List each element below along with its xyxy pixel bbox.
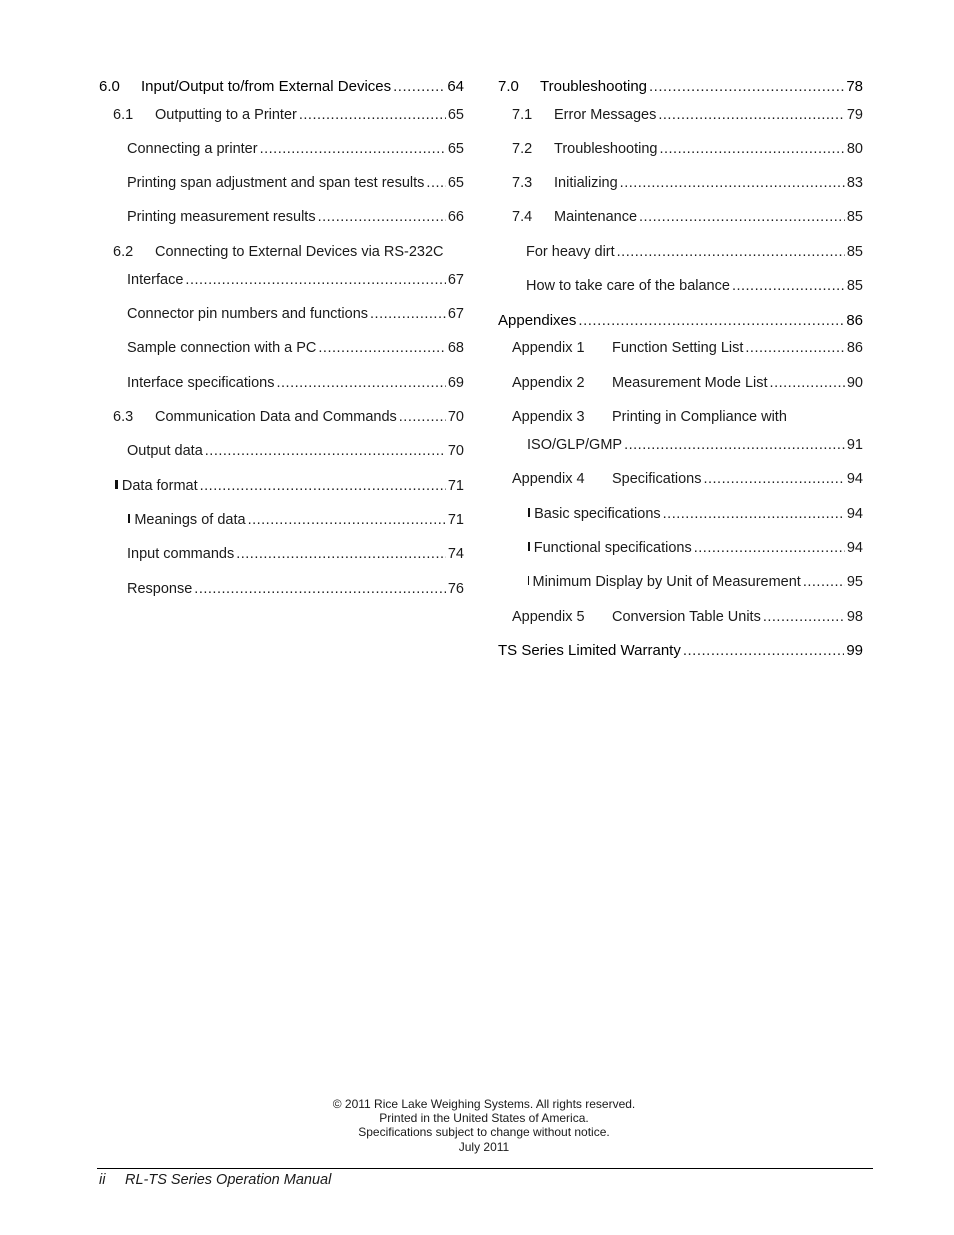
toc-entry[interactable] — [498, 539, 863, 557]
toc-entry-warranty[interactable] — [498, 642, 863, 660]
toc-entry-appendixes[interactable] — [498, 312, 863, 330]
leader-dots — [639, 208, 845, 226]
toc-entry[interactable] — [99, 271, 464, 289]
page-number: 94 — [846, 506, 863, 522]
toc-entry[interactable] — [99, 208, 464, 226]
page-number: 65 — [447, 141, 464, 157]
section-number: 7.0 — [498, 78, 519, 95]
leader-dots — [770, 374, 845, 392]
entry-title: Response — [127, 581, 193, 597]
entry-title: TS Series Limited Warranty — [498, 642, 681, 659]
toc-entry[interactable] — [99, 174, 464, 192]
section-number: 6.2 — [113, 244, 134, 260]
toc-entry[interactable] — [99, 442, 464, 460]
entry-title: Conversion Table Units — [612, 609, 761, 625]
entry-title: Connecting to External Devices via RS-232C — [155, 244, 444, 260]
entry-title: Meanings of data — [134, 512, 246, 528]
leader-dots — [205, 442, 446, 460]
entry-title: Functional specifications — [533, 540, 692, 556]
toc-entry[interactable] — [498, 505, 863, 523]
section-number: 7.2 — [512, 141, 533, 157]
entry-title: Basic specifications — [534, 506, 661, 522]
leader-dots — [703, 470, 844, 488]
leader-dots — [194, 580, 446, 598]
toc-entry[interactable] — [498, 243, 863, 261]
entry-title: For heavy dirt — [526, 244, 615, 260]
page-footer — [99, 1172, 331, 1188]
toc-entry-6-3[interactable] — [99, 408, 464, 426]
page-number: 66 — [447, 209, 464, 225]
appendix-number: Appendix 3 — [512, 409, 585, 425]
section-number: 7.3 — [512, 175, 533, 191]
square-bullet-icon — [115, 480, 118, 489]
page-number: 95 — [846, 574, 863, 590]
section-number: 6.1 — [113, 107, 134, 123]
leader-dots — [185, 271, 445, 289]
leader-dots — [200, 477, 446, 495]
toc-entry-6-2[interactable] — [99, 243, 464, 261]
page-number: 85 — [846, 244, 863, 260]
entry-title: Sample connection with a PC — [127, 340, 317, 356]
toc-entry-6-0[interactable] — [99, 78, 464, 96]
leader-dots — [649, 78, 844, 96]
leader-dots — [803, 573, 845, 591]
leader-dots — [683, 642, 844, 660]
copyright-notice — [0, 1097, 954, 1154]
leader-dots — [426, 174, 445, 192]
page-number: 99 — [846, 642, 863, 659]
entry-title: Maintenance — [554, 209, 638, 225]
entry-title: Minimum Display by Unit of Measurement — [532, 574, 801, 590]
page-number: 91 — [846, 437, 863, 453]
leader-dots — [732, 277, 845, 295]
page-number: 70 — [447, 409, 464, 425]
footer-manual-title: RL-TS Series Operation Manual — [125, 1172, 332, 1188]
leader-dots — [658, 106, 845, 124]
page-number: 94 — [846, 540, 863, 556]
page-number: 78 — [846, 78, 863, 95]
toc-entry-7-0[interactable] — [498, 78, 863, 96]
toc-entry-appendix-2[interactable] — [498, 374, 863, 392]
leader-dots — [763, 608, 845, 626]
page-number: 90 — [846, 375, 863, 391]
entry-title: Error Messages — [554, 107, 657, 123]
section-number: 6.3 — [113, 409, 134, 425]
date-line: July 2011 — [458, 1139, 510, 1154]
page-number: 94 — [846, 471, 863, 487]
page-number: 85 — [846, 209, 863, 225]
page-number: 79 — [846, 107, 863, 123]
leader-dots — [393, 78, 445, 96]
toc-entry-7-1[interactable] — [498, 106, 863, 124]
leader-dots — [399, 408, 446, 426]
square-bullet-icon — [528, 542, 530, 551]
toc-entry[interactable] — [498, 436, 863, 454]
entry-title: Printing in Compliance with — [612, 409, 787, 425]
entry-title: Data format — [121, 478, 198, 494]
toc-entry[interactable] — [99, 477, 464, 495]
page-number: 69 — [447, 375, 464, 391]
toc-entry[interactable] — [498, 573, 863, 591]
leader-dots — [236, 545, 446, 563]
entry-title: Communication Data and Commands — [155, 409, 397, 425]
square-bullet-icon — [128, 514, 130, 523]
entry-title: Printing span adjustment and span test results — [127, 175, 425, 191]
toc-entry[interactable] — [99, 374, 464, 392]
page-number: 86 — [846, 340, 863, 356]
section-number: 6.0 — [99, 78, 120, 95]
entry-title: Output data — [127, 443, 203, 459]
toc-entry-7-3[interactable] — [498, 174, 863, 192]
entry-title: Troubleshooting — [554, 141, 658, 157]
toc-entry-appendix-4[interactable] — [498, 470, 863, 488]
specifications-line: Specifications subject to change without notice. — [358, 1125, 610, 1140]
appendix-number: Appendix 1 — [512, 340, 585, 356]
leader-dots — [745, 339, 844, 357]
toc-entry[interactable] — [99, 339, 464, 357]
entry-title: Measurement Mode List — [612, 375, 768, 391]
leader-dots — [624, 436, 845, 454]
entry-title: Specifications — [612, 471, 702, 487]
toc-entry[interactable] — [99, 580, 464, 598]
entry-title: ISO/GLP/GMP — [527, 437, 623, 453]
toc-entry[interactable] — [99, 305, 464, 323]
page-number: 98 — [846, 609, 863, 625]
entry-title: Connector pin numbers and functions — [127, 306, 369, 322]
leader-dots — [248, 511, 446, 529]
toc-entry[interactable] — [99, 545, 464, 563]
copyright-line: © 2011 Rice Lake Weighing Systems. All rights reserved. — [332, 1097, 636, 1111]
leader-dots — [620, 174, 845, 192]
page-number: 74 — [447, 546, 464, 562]
toc-entry-appendix-1[interactable] — [498, 339, 863, 357]
leader-dots — [659, 140, 844, 158]
page-number: 67 — [447, 272, 464, 288]
entry-title: Printing measurement results — [127, 209, 316, 225]
leader-dots — [694, 539, 845, 557]
leader-dots — [277, 374, 446, 392]
printed-line: Printed in the United States of America. — [379, 1111, 589, 1126]
section-number: 7.1 — [512, 107, 533, 123]
page-number: 68 — [447, 340, 464, 356]
page-number: 71 — [447, 512, 464, 528]
square-bullet-icon — [528, 508, 530, 517]
toc-entry-7-2[interactable] — [498, 140, 863, 158]
page-number: 65 — [447, 175, 464, 191]
toc-entry-7-4[interactable] — [498, 208, 863, 226]
toc-entry-appendix-3[interactable] — [498, 408, 863, 426]
page-number: 65 — [447, 107, 464, 123]
entry-title: Initializing — [554, 175, 618, 191]
leader-dots — [578, 312, 844, 330]
page-number: 80 — [846, 141, 863, 157]
leader-dots — [260, 140, 446, 158]
leader-dots — [299, 106, 446, 124]
page-number: 83 — [846, 175, 863, 191]
entry-title: How to take care of the balance — [526, 278, 730, 294]
entry-title: Function Setting List — [612, 340, 744, 356]
leader-dots — [370, 305, 446, 323]
leader-dots — [318, 339, 445, 357]
entry-title: Troubleshooting — [540, 78, 648, 95]
toc-entry-appendix-5[interactable] — [498, 608, 863, 626]
toc-entry[interactable] — [99, 140, 464, 158]
entry-title: Connecting a printer — [127, 141, 258, 157]
entry-title: Interface — [127, 272, 184, 288]
appendix-number: Appendix 5 — [512, 609, 585, 625]
leader-dots — [318, 208, 446, 226]
page-number: 86 — [846, 312, 863, 329]
page-number: 85 — [846, 278, 863, 294]
section-number: 7.4 — [512, 209, 533, 225]
toc-entry[interactable] — [99, 511, 464, 529]
page-number: 64 — [447, 78, 464, 95]
entry-title: Input commands — [127, 546, 235, 562]
page-number: 67 — [447, 306, 464, 322]
leader-dots — [663, 505, 845, 523]
entry-title: Interface specifications — [127, 375, 275, 391]
page-number: 76 — [447, 581, 464, 597]
appendix-number: Appendix 2 — [512, 375, 585, 391]
entry-title: Outputting to a Printer — [155, 107, 297, 123]
footer-page-number: ii — [99, 1172, 106, 1188]
toc-entry[interactable] — [498, 277, 863, 295]
page-number: 71 — [447, 478, 464, 494]
entry-title: Input/Output to/from External Devices — [141, 78, 392, 95]
toc-entry-6-1[interactable] — [99, 106, 464, 124]
leader-dots — [617, 243, 845, 261]
appendix-number: Appendix 4 — [512, 471, 585, 487]
page-number: 70 — [447, 443, 464, 459]
entry-title: Appendixes — [498, 312, 577, 329]
footer-divider — [97, 1168, 873, 1169]
